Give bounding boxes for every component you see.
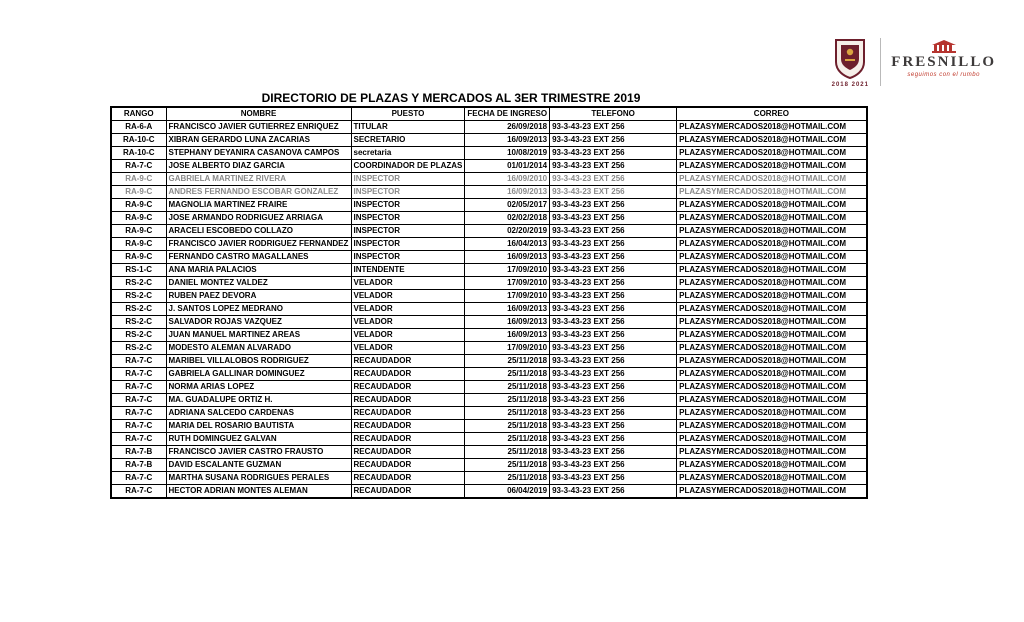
cell-telefono: 93-3-43-23 EXT 256 — [550, 446, 677, 459]
cell-nombre: FRANCISCO JAVIER RODRIGUEZ FERNANDEZ — [166, 238, 351, 251]
cell-nombre: ARACELI ESCOBEDO COLLAZO — [166, 225, 351, 238]
table-row — [111, 303, 867, 316]
cell-telefono: 93-3-43-23 EXT 256 — [550, 407, 677, 420]
table-row — [111, 446, 867, 459]
cell-correo: PLAZASYMERCADOS2018@HOTMAIL.COM — [677, 472, 867, 485]
cell-fecha-de-ingreso: 17/09/2010 — [465, 290, 550, 303]
directory-table-body — [111, 121, 867, 499]
cell-nombre: JUAN MANUEL MARTINEZ AREAS — [166, 329, 351, 342]
cell-puesto: INSPECTOR — [351, 251, 465, 264]
cell-fecha-de-ingreso: 16/09/2013 — [465, 134, 550, 147]
cell-rango: RA-9-C — [111, 238, 166, 251]
cell-telefono: 93-3-43-23 EXT 256 — [550, 173, 677, 186]
cell-correo: PLAZASYMERCADOS2018@HOTMAIL.COM — [677, 121, 867, 134]
cell-rango: RS-2-C — [111, 277, 166, 290]
cell-nombre: DANIEL MONTEZ VALDEZ — [166, 277, 351, 290]
cell-correo: PLAZASYMERCADOS2018@HOTMAIL.COM — [677, 303, 867, 316]
table-row — [111, 368, 867, 381]
table-row — [111, 485, 867, 499]
header-row — [111, 107, 867, 121]
cell-correo: PLAZASYMERCADOS2018@HOTMAIL.COM — [677, 329, 867, 342]
cell-telefono: 93-3-43-23 EXT 256 — [550, 121, 677, 134]
cell-puesto: INTENDENTE — [351, 264, 465, 277]
cell-nombre: ANDRES FERNANDO ESCOBAR GONZALEZ — [166, 186, 351, 199]
cell-fecha-de-ingreso: 16/09/2013 — [465, 329, 550, 342]
cell-puesto: VELADOR — [351, 277, 465, 290]
cell-telefono: 93-3-43-23 EXT 256 — [550, 368, 677, 381]
cell-rango: RS-2-C — [111, 329, 166, 342]
cell-fecha-de-ingreso: 16/09/2013 — [465, 186, 550, 199]
cell-telefono: 93-3-43-23 EXT 256 — [550, 134, 677, 147]
table-row — [111, 238, 867, 251]
cell-rango: RA-7-C — [111, 407, 166, 420]
cell-fecha-de-ingreso: 25/11/2018 — [465, 433, 550, 446]
building-icon — [931, 40, 957, 54]
cell-rango: RA-7-C — [111, 355, 166, 368]
directory-table — [110, 106, 868, 499]
cell-rango: RA-9-C — [111, 225, 166, 238]
cell-rango: RA-7-B — [111, 446, 166, 459]
cell-nombre: HECTOR ADRIAN MONTES ALEMAN — [166, 485, 351, 499]
cell-nombre: RUTH DOMINGUEZ GALVAN — [166, 433, 351, 446]
cell-rango: RS-2-C — [111, 316, 166, 329]
cell-fecha-de-ingreso: 25/11/2018 — [465, 368, 550, 381]
cell-fecha-de-ingreso: 16/09/2010 — [465, 173, 550, 186]
cell-nombre: MARIBEL VILLALOBOS RODRIGUEZ — [166, 355, 351, 368]
cell-puesto: COORDINADOR DE PLAZAS — [351, 160, 465, 173]
cell-puesto: RECAUDADOR — [351, 420, 465, 433]
cell-correo: PLAZASYMERCADOS2018@HOTMAIL.COM — [677, 160, 867, 173]
table-row — [111, 342, 867, 355]
cell-fecha-de-ingreso: 26/09/2018 — [465, 121, 550, 134]
cell-telefono: 93-3-43-23 EXT 256 — [550, 225, 677, 238]
cell-correo: PLAZASYMERCADOS2018@HOTMAIL.COM — [677, 381, 867, 394]
cell-puesto: RECAUDADOR — [351, 472, 465, 485]
cell-puesto: INSPECTOR — [351, 173, 465, 186]
cell-telefono: 93-3-43-23 EXT 256 — [550, 459, 677, 472]
table-row — [111, 459, 867, 472]
cell-correo: PLAZASYMERCADOS2018@HOTMAIL.COM — [677, 407, 867, 420]
cell-nombre: GABRIELA MARTINEZ RIVERA — [166, 173, 351, 186]
page-title: DIRECTORIO DE PLAZAS Y MERCADOS AL 3ER TRIMESTRE 2019 — [261, 91, 641, 105]
crest-shield-icon — [833, 38, 867, 80]
cell-correo: PLAZASYMERCADOS2018@HOTMAIL.COM — [677, 134, 867, 147]
cell-rango: RS-2-C — [111, 342, 166, 355]
cell-fecha-de-ingreso: 17/09/2010 — [465, 277, 550, 290]
cell-nombre: J. SANTOS LOPEZ MEDRANO — [166, 303, 351, 316]
cell-telefono: 93-3-43-23 EXT 256 — [550, 186, 677, 199]
cell-puesto: RECAUDADOR — [351, 368, 465, 381]
cell-rango: RA-9-C — [111, 251, 166, 264]
cell-rango: RA-9-C — [111, 186, 166, 199]
cell-telefono: 93-3-43-23 EXT 256 — [550, 264, 677, 277]
cell-correo: PLAZASYMERCADOS2018@HOTMAIL.COM — [677, 251, 867, 264]
table-row — [111, 225, 867, 238]
table-row — [111, 199, 867, 212]
cell-nombre: MA. GUADALUPE ORTIZ H. — [166, 394, 351, 407]
cell-correo: PLAZASYMERCADOS2018@HOTMAIL.COM — [677, 394, 867, 407]
cell-puesto: INSPECTOR — [351, 186, 465, 199]
cell-telefono: 93-3-43-23 EXT 256 — [550, 420, 677, 433]
cell-fecha-de-ingreso: 17/09/2010 — [465, 264, 550, 277]
cell-rango: RS-2-C — [111, 290, 166, 303]
cell-nombre: MAGNOLIA MARTINEZ FRAIRE — [166, 199, 351, 212]
cell-rango: RA-7-C — [111, 485, 166, 499]
cell-nombre: GABRIELA GALLINAR DOMINGUEZ — [166, 368, 351, 381]
column-header-correo: CORREO — [677, 107, 867, 121]
cell-nombre: ANA MARIA PALACIOS — [166, 264, 351, 277]
cell-fecha-de-ingreso: 17/09/2010 — [465, 342, 550, 355]
cell-rango: RA-10-C — [111, 147, 166, 160]
cell-fecha-de-ingreso: 10/08/2019 — [465, 147, 550, 160]
cell-telefono: 93-3-43-23 EXT 256 — [550, 251, 677, 264]
logo-divider — [880, 38, 881, 86]
table-row — [111, 290, 867, 303]
cell-fecha-de-ingreso: 25/11/2018 — [465, 394, 550, 407]
cell-fecha-de-ingreso: 02/05/2017 — [465, 199, 550, 212]
crest-logo — [830, 38, 870, 88]
cell-puesto: RECAUDADOR — [351, 355, 465, 368]
column-header-telefono: TELEFONO — [550, 107, 677, 121]
table-row — [111, 160, 867, 173]
cell-correo: PLAZASYMERCADOS2018@HOTMAIL.COM — [677, 186, 867, 199]
cell-nombre: FRANCISCO JAVIER CASTRO FRAUSTO — [166, 446, 351, 459]
cell-fecha-de-ingreso: 25/11/2018 — [465, 381, 550, 394]
cell-fecha-de-ingreso: 25/11/2018 — [465, 407, 550, 420]
cell-rango: RA-9-C — [111, 173, 166, 186]
table-row — [111, 147, 867, 160]
cell-correo: PLAZASYMERCADOS2018@HOTMAIL.COM — [677, 459, 867, 472]
cell-puesto: VELADOR — [351, 329, 465, 342]
cell-puesto: RECAUDADOR — [351, 381, 465, 394]
cell-telefono: 93-3-43-23 EXT 256 — [550, 303, 677, 316]
cell-nombre: FRANCISCO JAVIER GUTIERREZ ENRIQUEZ — [166, 121, 351, 134]
table-row — [111, 121, 867, 134]
cell-fecha-de-ingreso: 06/04/2019 — [465, 485, 550, 499]
cell-correo: PLAZASYMERCADOS2018@HOTMAIL.COM — [677, 420, 867, 433]
cell-nombre: FERNANDO CASTRO MAGALLANES — [166, 251, 351, 264]
cell-correo: PLAZASYMERCADOS2018@HOTMAIL.COM — [677, 264, 867, 277]
cell-correo: PLAZASYMERCADOS2018@HOTMAIL.COM — [677, 355, 867, 368]
cell-telefono: 93-3-43-23 EXT 256 — [550, 160, 677, 173]
cell-telefono: 93-3-43-23 EXT 256 — [550, 199, 677, 212]
cell-nombre: JOSE ARMANDO RODRIGUEZ ARRIAGA — [166, 212, 351, 225]
header-logos — [830, 38, 996, 88]
cell-puesto: INSPECTOR — [351, 225, 465, 238]
column-header-rango: RANGO — [111, 107, 166, 121]
cell-puesto: SECRETARIO — [351, 134, 465, 147]
cell-rango: RA-6-A — [111, 121, 166, 134]
cell-puesto: TITULAR — [351, 121, 465, 134]
table-row — [111, 420, 867, 433]
cell-puesto: VELADOR — [351, 303, 465, 316]
cell-puesto: INSPECTOR — [351, 238, 465, 251]
table-row — [111, 381, 867, 394]
cell-rango: RA-10-C — [111, 134, 166, 147]
cell-rango: RA-7-C — [111, 472, 166, 485]
cell-fecha-de-ingreso: 01/01/2014 — [465, 160, 550, 173]
cell-puesto: VELADOR — [351, 316, 465, 329]
cell-rango: RA-7-C — [111, 394, 166, 407]
cell-correo: PLAZASYMERCADOS2018@HOTMAIL.COM — [677, 277, 867, 290]
cell-puesto: RECAUDADOR — [351, 394, 465, 407]
column-header-nombre: NOMBRE — [166, 107, 351, 121]
cell-correo: PLAZASYMERCADOS2018@HOTMAIL.COM — [677, 342, 867, 355]
table-row — [111, 394, 867, 407]
column-header-fecha-de-ingreso: FECHA DE INGRESO — [465, 107, 550, 121]
cell-rango: RA-9-C — [111, 212, 166, 225]
table-row — [111, 316, 867, 329]
cell-rango: RA-7-B — [111, 459, 166, 472]
cell-puesto: INSPECTOR — [351, 199, 465, 212]
cell-telefono: 93-3-43-23 EXT 256 — [550, 472, 677, 485]
table-row — [111, 212, 867, 225]
table-row — [111, 433, 867, 446]
cell-telefono: 93-3-43-23 EXT 256 — [550, 238, 677, 251]
cell-telefono: 93-3-43-23 EXT 256 — [550, 329, 677, 342]
cell-fecha-de-ingreso: 02/02/2018 — [465, 212, 550, 225]
cell-puesto: INSPECTOR — [351, 212, 465, 225]
cell-fecha-de-ingreso: 25/11/2018 — [465, 420, 550, 433]
cell-nombre: SALVADOR ROJAS VAZQUEZ — [166, 316, 351, 329]
table-row — [111, 134, 867, 147]
cell-correo: PLAZASYMERCADOS2018@HOTMAIL.COM — [677, 173, 867, 186]
cell-fecha-de-ingreso: 16/04/2013 — [465, 238, 550, 251]
fresnillo-wordmark: FRESNILLO — [891, 54, 996, 70]
cell-fecha-de-ingreso: 16/09/2013 — [465, 303, 550, 316]
table-row — [111, 329, 867, 342]
cell-correo: PLAZASYMERCADOS2018@HOTMAIL.COM — [677, 212, 867, 225]
cell-puesto: RECAUDADOR — [351, 433, 465, 446]
cell-rango: RA-7-C — [111, 381, 166, 394]
cell-nombre: JOSE ALBERTO DIAZ GARCIA — [166, 160, 351, 173]
cell-correo: PLAZASYMERCADOS2018@HOTMAIL.COM — [677, 147, 867, 160]
cell-correo: PLAZASYMERCADOS2018@HOTMAIL.COM — [677, 433, 867, 446]
cell-nombre: XIBRAN GERARDO LUNA ZACARIAS — [166, 134, 351, 147]
cell-telefono: 93-3-43-23 EXT 256 — [550, 433, 677, 446]
cell-correo: PLAZASYMERCADOS2018@HOTMAIL.COM — [677, 316, 867, 329]
logo-tagline: seguimos con el rumbo — [907, 72, 980, 78]
cell-telefono: 93-3-43-23 EXT 256 — [550, 212, 677, 225]
cell-telefono: 93-3-43-23 EXT 256 — [550, 394, 677, 407]
cell-nombre: MARIA DEL ROSARIO BAUTISTA — [166, 420, 351, 433]
cell-puesto: RECAUDADOR — [351, 459, 465, 472]
table-row — [111, 173, 867, 186]
cell-fecha-de-ingreso: 25/11/2018 — [465, 446, 550, 459]
fresnillo-logo — [891, 38, 996, 78]
cell-correo: PLAZASYMERCADOS2018@HOTMAIL.COM — [677, 199, 867, 212]
cell-nombre: MARTHA SUSANA RODRIGUES PERALES — [166, 472, 351, 485]
cell-nombre: NORMA ARIAS LOPEZ — [166, 381, 351, 394]
cell-rango: RA-7-C — [111, 433, 166, 446]
cell-rango: RA-7-C — [111, 160, 166, 173]
cell-rango: RA-7-C — [111, 420, 166, 433]
cell-correo: PLAZASYMERCADOS2018@HOTMAIL.COM — [677, 485, 867, 499]
crest-years: 2018 2021 — [831, 82, 869, 88]
column-header-puesto: PUESTO — [351, 107, 465, 121]
cell-telefono: 93-3-43-23 EXT 256 — [550, 342, 677, 355]
cell-fecha-de-ingreso: 02/20/2019 — [465, 225, 550, 238]
cell-nombre: MODESTO ALEMAN ALVARADO — [166, 342, 351, 355]
cell-nombre: ADRIANA SALCEDO CARDENAS — [166, 407, 351, 420]
cell-fecha-de-ingreso: 16/09/2013 — [465, 316, 550, 329]
table-row — [111, 186, 867, 199]
cell-telefono: 93-3-43-23 EXT 256 — [550, 485, 677, 499]
cell-telefono: 93-3-43-23 EXT 256 — [550, 381, 677, 394]
cell-telefono: 93-3-43-23 EXT 256 — [550, 355, 677, 368]
cell-fecha-de-ingreso: 25/11/2018 — [465, 355, 550, 368]
cell-correo: PLAZASYMERCADOS2018@HOTMAIL.COM — [677, 446, 867, 459]
table-row — [111, 472, 867, 485]
cell-puesto: RECAUDADOR — [351, 407, 465, 420]
cell-rango: RS-1-C — [111, 264, 166, 277]
cell-correo: PLAZASYMERCADOS2018@HOTMAIL.COM — [677, 290, 867, 303]
cell-puesto: VELADOR — [351, 342, 465, 355]
cell-puesto: secretaria — [351, 147, 465, 160]
table-row — [111, 355, 867, 368]
cell-telefono: 93-3-43-23 EXT 256 — [550, 147, 677, 160]
cell-correo: PLAZASYMERCADOS2018@HOTMAIL.COM — [677, 225, 867, 238]
cell-fecha-de-ingreso: 25/11/2018 — [465, 459, 550, 472]
table-row — [111, 407, 867, 420]
cell-fecha-de-ingreso: 25/11/2018 — [465, 472, 550, 485]
cell-nombre: RUBEN PAEZ DEVORA — [166, 290, 351, 303]
cell-puesto: RECAUDADOR — [351, 485, 465, 499]
cell-telefono: 93-3-43-23 EXT 256 — [550, 316, 677, 329]
cell-telefono: 93-3-43-23 EXT 256 — [550, 277, 677, 290]
cell-nombre: DAVID ESCALANTE GUZMAN — [166, 459, 351, 472]
table-row — [111, 277, 867, 290]
cell-correo: PLAZASYMERCADOS2018@HOTMAIL.COM — [677, 238, 867, 251]
cell-rango: RA-7-C — [111, 368, 166, 381]
cell-correo: PLAZASYMERCADOS2018@HOTMAIL.COM — [677, 368, 867, 381]
cell-nombre: STEPHANY DEYANIRA CASANOVA CAMPOS — [166, 147, 351, 160]
cell-puesto: VELADOR — [351, 290, 465, 303]
table-row — [111, 251, 867, 264]
cell-telefono: 93-3-43-23 EXT 256 — [550, 290, 677, 303]
cell-puesto: RECAUDADOR — [351, 446, 465, 459]
cell-rango: RA-9-C — [111, 199, 166, 212]
cell-fecha-de-ingreso: 16/09/2013 — [465, 251, 550, 264]
table-header — [111, 107, 867, 121]
cell-rango: RS-2-C — [111, 303, 166, 316]
table-row — [111, 264, 867, 277]
